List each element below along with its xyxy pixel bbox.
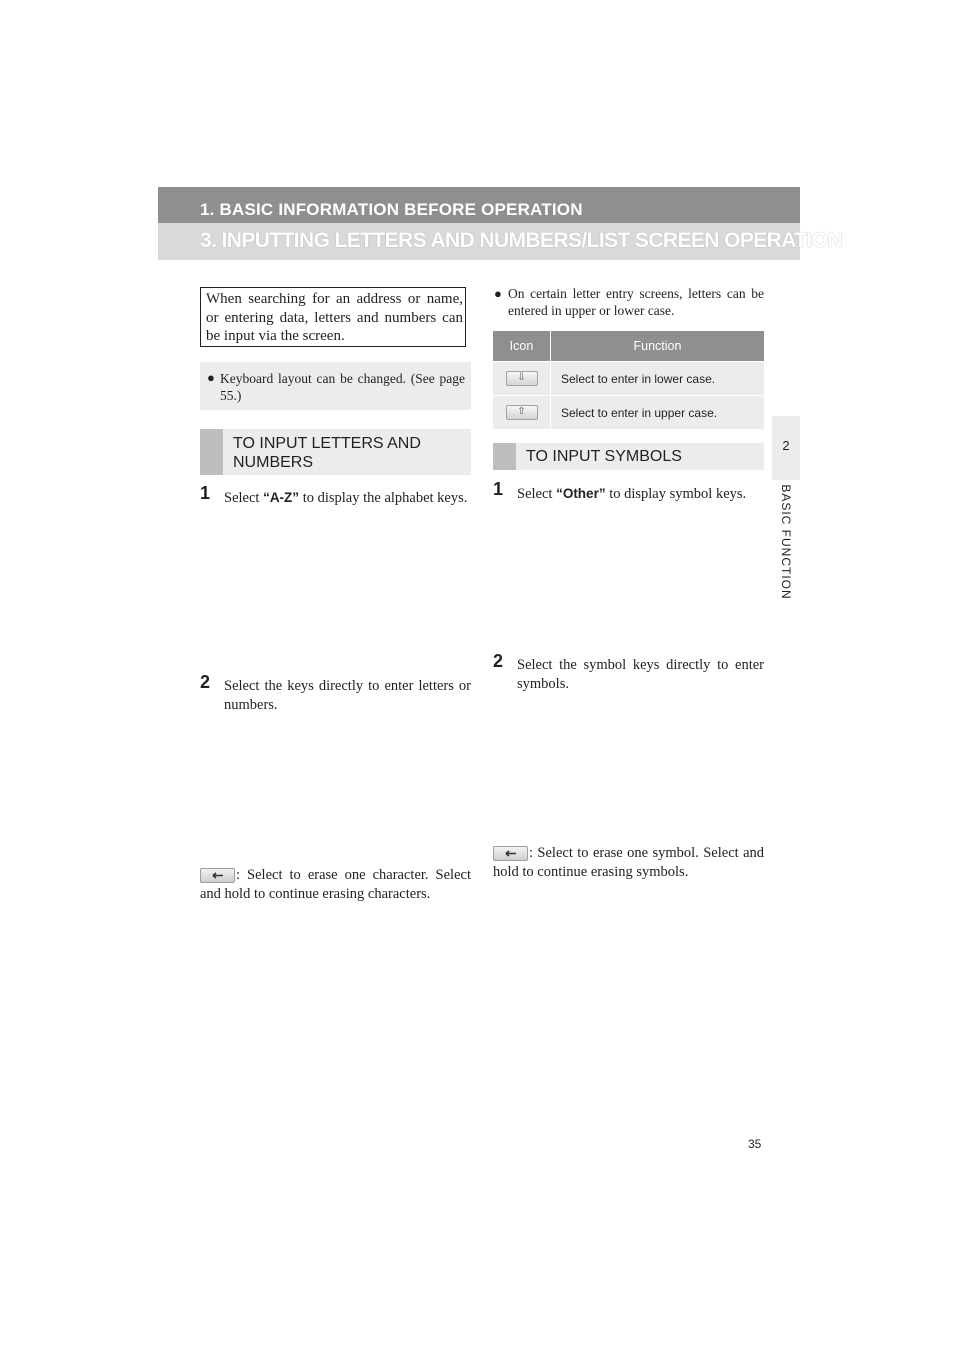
step-number: 1 xyxy=(493,479,504,499)
subhead-symbols xyxy=(493,443,764,470)
erase-note-symbols: : Select to erase one symbol. Select and hold to continue erasing symbols. xyxy=(493,845,764,880)
step-number: 2 xyxy=(200,672,211,692)
chapter-number: 2 xyxy=(782,438,790,453)
intro-box: When searching for an address or name, or entering data, letters and numbers can be input via the screen. xyxy=(200,287,466,347)
page-title: 3. INPUTTING LETTERS AND NUMBERS/LIST SCREEN OPERATION xyxy=(200,229,842,252)
table-header-function: Function xyxy=(551,331,765,362)
table-row xyxy=(493,362,764,396)
note-text: Keyboard layout can be changed. (See page 55.) xyxy=(220,371,465,403)
chapter-label: BASIC FUNCTION xyxy=(779,484,793,600)
step-2-letters xyxy=(200,672,471,715)
step-text: Select “Other” to display symbol keys. xyxy=(517,486,747,502)
erase-note-letters: : Select to erase one character. Select and hold to continue erasing characters. xyxy=(200,867,471,902)
step-1-symbols xyxy=(493,479,764,504)
note-text: On certain letter entry screens, letters can be entered in upper or lower case. xyxy=(508,286,764,318)
section-label: 1. BASIC INFORMATION BEFORE OPERATION xyxy=(200,200,583,219)
step-text: Select the symbol keys directly to enter symbols. xyxy=(517,657,764,692)
subhead-letters-numbers xyxy=(200,429,471,475)
subhead-text: TO INPUT SYMBOLS xyxy=(526,448,682,465)
key-name: “Other” xyxy=(556,486,606,501)
step-text: Select “A-Z” to display the alphabet keys. xyxy=(224,490,468,506)
subhead-bar xyxy=(200,429,223,475)
arrow-up-icon: ⇧ xyxy=(506,405,538,420)
step-2-symbols xyxy=(493,651,764,694)
table-row xyxy=(493,396,764,430)
backspace-icon xyxy=(200,868,235,883)
backspace-icon xyxy=(493,846,528,861)
arrow-down-icon: ⇩ xyxy=(506,371,538,386)
table-cell-function: Select to enter in upper case. xyxy=(551,396,765,430)
step-text: Select the keys directly to enter letters or numbers. xyxy=(224,678,471,713)
step-1-letters xyxy=(200,483,471,508)
bullet-icon: ● xyxy=(207,370,215,385)
note-case-entry xyxy=(493,285,764,319)
key-name: “A-Z” xyxy=(263,490,300,505)
subhead-bar xyxy=(493,443,516,470)
case-icon-table xyxy=(493,331,764,429)
step-number: 1 xyxy=(200,483,211,503)
table-cell-function: Select to enter in lower case. xyxy=(551,362,765,396)
table-header-icon: Icon xyxy=(493,331,551,362)
step-number: 2 xyxy=(493,651,504,671)
subhead-text: TO INPUT LETTERS AND NUMBERS xyxy=(233,435,421,471)
bullet-icon: ● xyxy=(494,286,502,301)
page-number: 35 xyxy=(748,1137,762,1151)
note-keyboard-layout xyxy=(200,362,471,410)
